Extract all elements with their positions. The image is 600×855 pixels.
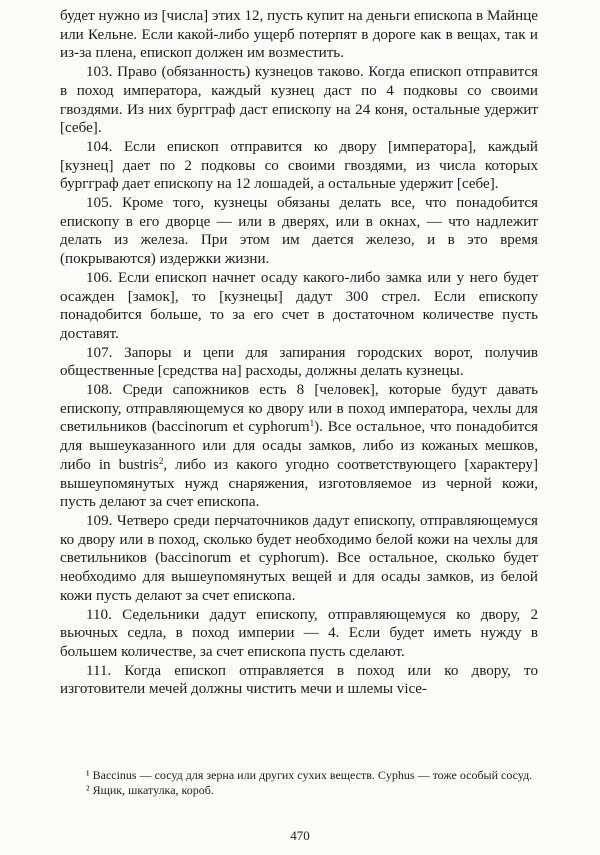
paragraph-110: 110. Седельники дадут епископу, отправляющемуся ко двору, 2 вьючных седла, в поход империи — 4. Если будет иметь нужду в большем количестве, за счет епископа пусть сделают.	[60, 606, 538, 660]
paragraph-107: 107. Запоры и цепи для запирания городских ворот, получив общественные [средства на] расходы, должны делать кузнецы.	[60, 344, 538, 380]
paragraph-111: 111. Когда епископ отправляется в поход или ко двору, то изготовители мечей должны чистить мечи и шлемы vice-	[60, 662, 538, 698]
paragraph-105: 105. Кроме того, кузнецы обязаны делать все, что понадобится епископу в его дворце — или в дверях, или в окнах, — что надлежит делать из железа. При этом им дается железо, и в это время (покрываются) издержки жизни.	[60, 195, 538, 268]
footnotes	[60, 768, 538, 797]
paragraph-108-part-b: ). Все остальное, что понадобится для вышеуказанного или для осады замков, либо из кожаных мешков, либо in bustris	[60, 419, 538, 473]
paragraph-104: 104. Если епископ отправится ко двору [императора], каждый [кузнец] дает по 2 подковы со своими гвоздями, из числа которых бургграф дает епископу на 12 лошадей, а остальные удержит [себе].	[60, 138, 538, 193]
footnote-1-text: Baccinus — сосуд для зерна или других сухих веществ. Cyphus — тоже особый сосуд.	[92, 768, 533, 782]
paragraph-continuation: будет нужно из [числа] этих 12, пусть купит на деньги епископа в Майнце или Кельне. Если какой-либо ущерб потерпят в дороге как в вещах, так и из-за плена, епископ должен им возместить.	[60, 8, 538, 62]
paragraph-103: 103. Право (обязанность) кузнецов таково. Когда епископ отправится в поход императора, каждый кузнец даст по 4 подковы со своими гвоздями. Из них бургграф даст епископу на 24 коня, остальные удержит [себе].	[60, 64, 538, 137]
paragraph-109: 109. Четверо среди перчаточников дадут епископу, отправляющемуся ко двору или в поход, сколько будет необходимо белой кожи на чехлы для светильников (baccinorum et cyphorum). Все остальное, сколько будет необходимо для вышеупомянутых вещей и для осады замков, из белой кожи пусть делают за счет епископа.	[60, 512, 538, 604]
paragraph-106: 106. Если епископ начнет осаду какого-либо замка или у него будет осажден [замок], то [кузнецы] дадут 300 стрел. Если епископу понадобится больше, то за его счет в достаточном количестве пусть доставят.	[60, 269, 538, 342]
paragraph-108-part-a: 108. Среди сапожников есть 8 [человек], которые будут давать епископу, отправляющемуся ко двору или в поход императора, чехлы для светильников (baccinorum et cyphorum	[60, 382, 538, 436]
footnote-ref-2: 2	[158, 455, 164, 466]
paragraph-108	[60, 381, 538, 512]
footnote-2-marker: ²	[86, 782, 90, 797]
paragraph-108-part-c: , либо из какого угодно соответствующего [характеру] вышеупомянутых нужд снаряжения, изготовляемое из черной кожи, пусть делают за счет епископа.	[60, 456, 538, 511]
footnote-2-text: Ящик, шкатулка, короб.	[92, 782, 214, 797]
footnote-2	[60, 783, 538, 798]
footnote-1-marker: ¹	[86, 768, 90, 782]
page-number: 470	[290, 828, 310, 843]
main-text	[60, 7, 538, 699]
footnote-1	[60, 768, 538, 783]
footnote-ref-1: 1	[309, 418, 315, 429]
